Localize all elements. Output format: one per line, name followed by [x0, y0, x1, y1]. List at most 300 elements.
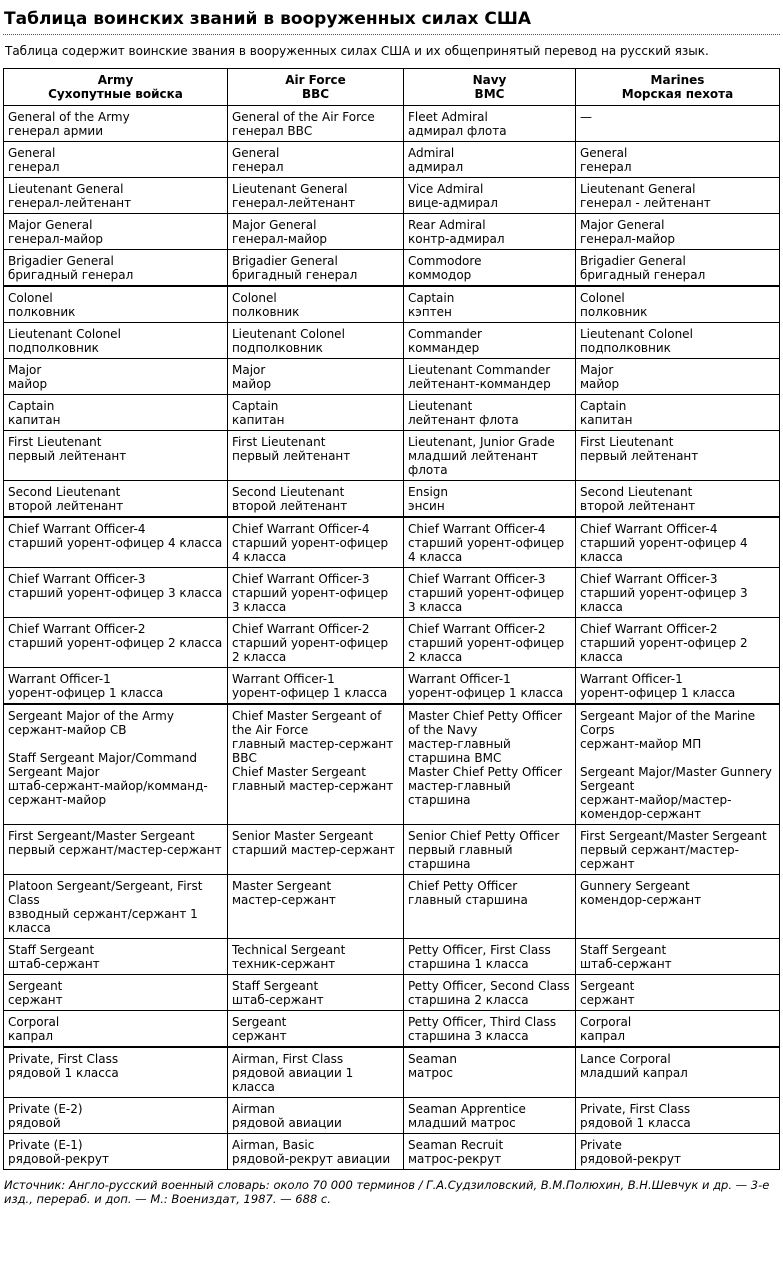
rank-line: Airman, Basic — [232, 1138, 315, 1152]
rank-line: генерал армии — [8, 124, 103, 138]
column-header-air-force — [228, 69, 404, 106]
rank-cell-navy — [404, 323, 576, 359]
rank-line: Lieutenant — [408, 399, 473, 413]
rank-line: сержант — [232, 1029, 287, 1043]
rank-line: Sergeant Major of the Marine Corps — [580, 709, 756, 737]
rank-line: Sergeant Major of the Army — [8, 709, 174, 723]
table-row — [4, 142, 780, 178]
rank-line: коммодор — [408, 268, 472, 282]
rank-cell-marines — [576, 142, 780, 178]
rank-line: рядовой 1 класса — [8, 1066, 119, 1080]
rank-cell-navy — [404, 875, 576, 939]
rank-line: Senior Master Sergeant — [232, 829, 374, 843]
rank-line: уорент-офицер 1 класса — [8, 686, 164, 700]
rank-cell-air-force — [228, 323, 404, 359]
rank-line: сержант — [580, 993, 635, 1007]
rank-cell-marines — [576, 704, 780, 825]
rank-line: кэптен — [408, 305, 452, 319]
rank-line: старший уорент-офицер 4 класса — [408, 536, 565, 564]
table-row — [4, 517, 780, 568]
rank-line: Lieutenant General — [580, 182, 696, 196]
rank-cell-air-force — [228, 618, 404, 668]
rank-line: Corporal — [8, 1015, 60, 1029]
rank-cell-navy — [404, 704, 576, 825]
table-row — [4, 106, 780, 142]
rank-cell-marines — [576, 875, 780, 939]
rank-line: бригадный генерал — [8, 268, 134, 282]
rank-line: Chief Warrant Officer-2 — [8, 622, 146, 636]
rank-line: первый лейтенант — [580, 449, 699, 463]
rank-line: Staff Sergeant — [8, 943, 95, 957]
rank-cell-air-force — [228, 214, 404, 250]
table-row — [4, 875, 780, 939]
rank-cell-air-force — [228, 431, 404, 481]
rank-line: старший уорент-офицер 2 класса — [408, 636, 565, 664]
table-row — [4, 395, 780, 431]
rank-line: Brigadier General — [8, 254, 114, 268]
rank-line: уорент-офицер 1 класса — [232, 686, 388, 700]
rank-cell-army — [4, 1011, 228, 1048]
rank-cell-marines — [576, 178, 780, 214]
rank-line: штаб-сержант — [580, 957, 672, 971]
rank-line: техник-сержант — [232, 957, 336, 971]
rank-cell-marines — [576, 250, 780, 287]
rank-line: старшина 3 класса — [408, 1029, 529, 1043]
rank-line: генерал-майор — [8, 232, 104, 246]
rank-cell-air-force — [228, 178, 404, 214]
table-row — [4, 825, 780, 875]
rank-line: капитан — [580, 413, 633, 427]
rank-line: Warrant Officer-1 — [8, 672, 111, 686]
rank-line: взводный сержант/сержант 1 класса — [8, 907, 198, 935]
rank-cell-air-force — [228, 142, 404, 178]
rank-line: Chief Warrant Officer-2 — [580, 622, 718, 636]
rank-line: сержант — [8, 993, 63, 1007]
rank-line: генерал ВВС — [232, 124, 313, 138]
rank-line: подполковник — [8, 341, 99, 355]
rank-line: старший уорент-офицер 4 класса — [232, 536, 389, 564]
rank-line: First Lieutenant — [8, 435, 102, 449]
table-row — [4, 359, 780, 395]
rank-line: сержант-майор СВ — [8, 723, 127, 737]
rank-line: Petty Officer, Third Class — [408, 1015, 557, 1029]
rank-line: майор — [8, 377, 48, 391]
rank-cell-army — [4, 286, 228, 323]
rank-line: Chief Warrant Officer-2 — [408, 622, 546, 636]
rank-line: Fleet Admiral — [408, 110, 488, 124]
rank-line: генерал-лейтенант — [232, 196, 356, 210]
rank-cell-marines — [576, 286, 780, 323]
rank-cell-army — [4, 250, 228, 287]
column-header-navy — [404, 69, 576, 106]
rank-line: коммандер — [408, 341, 480, 355]
rank-line: Chief Warrant Officer-3 — [580, 572, 718, 586]
rank-line: комендор-сержант — [580, 893, 702, 907]
rank-cell-army — [4, 359, 228, 395]
rank-cell-air-force — [228, 875, 404, 939]
rank-cell-marines — [576, 517, 780, 568]
rank-cell-air-force — [228, 568, 404, 618]
rank-line: матрос — [408, 1066, 453, 1080]
table-row — [4, 178, 780, 214]
rank-line: мастер-главный старшина ВМС — [408, 737, 511, 765]
rank-line: Private, First Class — [8, 1052, 119, 1066]
rank-line: старший уорент-офицер 2 класса — [232, 636, 389, 664]
rank-cell-army — [4, 875, 228, 939]
rank-line: мастер-главный старшина — [408, 779, 511, 807]
rank-line: Major — [8, 363, 42, 377]
rank-line: Captain — [232, 399, 279, 413]
rank-cell-marines — [576, 1047, 780, 1098]
rank-line: генерал-майор — [232, 232, 328, 246]
rank-line: Chief Warrant Officer-3 — [408, 572, 546, 586]
rank-cell-marines — [576, 323, 780, 359]
column-header-ru: Морская пехота — [621, 87, 734, 101]
rank-line: Chief Warrant Officer-3 — [8, 572, 146, 586]
table-row — [4, 481, 780, 518]
rank-cell-army — [4, 618, 228, 668]
rank-line: второй лейтенант — [232, 499, 348, 513]
rank-line: Seaman — [408, 1052, 458, 1066]
rank-line: адмирал флота — [408, 124, 507, 138]
table-row — [4, 431, 780, 481]
table-row — [4, 939, 780, 975]
rank-line: Petty Officer, Second Class — [408, 979, 570, 993]
rank-line: первый главный старшина — [408, 843, 513, 871]
rank-line: Lieutenant Colonel — [8, 327, 121, 341]
line-spacer — [580, 751, 775, 765]
rank-line: Warrant Officer-1 — [232, 672, 335, 686]
rank-cell-navy — [404, 250, 576, 287]
rank-line: старший уорент-офицер 3 класса — [8, 586, 223, 600]
rank-line: Chief Warrant Officer-4 — [232, 522, 370, 536]
rank-line: Gunnery Sergeant — [580, 879, 690, 893]
rank-line: старший уорент-офицер 3 класса — [408, 586, 565, 614]
table-header — [4, 69, 780, 106]
rank-line: Rear Admiral — [408, 218, 486, 232]
rank-line: генерал - лейтенант — [580, 196, 711, 210]
rank-line: генерал — [580, 160, 632, 174]
rank-line: Private (E-2) — [8, 1102, 83, 1116]
rank-cell-air-force — [228, 1098, 404, 1134]
ranks-table — [3, 68, 780, 1170]
rank-line: Lieutenant, Junior Grade — [408, 435, 555, 449]
rank-line: капитан — [8, 413, 61, 427]
rank-cell-marines — [576, 568, 780, 618]
table-row — [4, 323, 780, 359]
rank-line: матрос-рекрут — [408, 1152, 502, 1166]
rank-line: капрал — [8, 1029, 54, 1043]
rank-cell-air-force — [228, 1134, 404, 1170]
rank-line: рядовой-рекрут — [580, 1152, 681, 1166]
table-row — [4, 250, 780, 287]
intro-text: Таблица содержит воинские звания в вооруженных силах США и их общепринятый перевод на русский язык. — [5, 44, 709, 58]
rank-line: Staff Sergeant — [580, 943, 667, 957]
table-row — [4, 568, 780, 618]
rank-cell-marines — [576, 825, 780, 875]
rank-line: полковник — [580, 305, 648, 319]
rank-line: Commander — [408, 327, 482, 341]
rank-cell-air-force — [228, 481, 404, 518]
rank-line: подполковник — [580, 341, 671, 355]
table-body — [4, 106, 780, 1170]
rank-line: Chief Warrant Officer-3 — [232, 572, 370, 586]
rank-line: First Sergeant/Master Sergeant — [580, 829, 767, 843]
rank-line: Lance Corporal — [580, 1052, 671, 1066]
rank-line: уорент-офицер 1 класса — [580, 686, 736, 700]
rank-line: младший лейтенант флота — [408, 449, 539, 477]
column-header-en: Navy — [472, 73, 507, 87]
rank-cell-army — [4, 825, 228, 875]
rank-line: Private, First Class — [580, 1102, 691, 1116]
rank-line: Petty Officer, First Class — [408, 943, 551, 957]
rank-cell-navy — [404, 825, 576, 875]
rank-line: старший уорент-офицер 3 класса — [232, 586, 389, 614]
rank-line: сержант-майор/мастер-комендор-сержант — [580, 793, 732, 821]
rank-cell-navy — [404, 939, 576, 975]
rank-line: Lieutenant Colonel — [580, 327, 693, 341]
rank-line: Chief Warrant Officer-4 — [580, 522, 718, 536]
rank-line: Major General — [580, 218, 665, 232]
line-spacer — [8, 737, 223, 751]
rank-line: старший уорент-офицер 3 класса — [580, 586, 748, 614]
rank-line: Captain — [580, 399, 627, 413]
rank-line: Major General — [8, 218, 93, 232]
rank-line: первый лейтенант — [8, 449, 127, 463]
rank-line: второй лейтенант — [580, 499, 696, 513]
rank-cell-air-force — [228, 250, 404, 287]
rank-line: Chief Warrant Officer-2 — [232, 622, 370, 636]
rank-line: First Lieutenant — [580, 435, 674, 449]
rank-cell-air-force — [228, 1011, 404, 1048]
rank-line: Major — [580, 363, 614, 377]
rank-line: капитан — [232, 413, 285, 427]
rank-line: Staff Sergeant — [232, 979, 319, 993]
rank-line: старший уорент-офицер 2 класса — [8, 636, 223, 650]
rank-line: контр-адмирал — [408, 232, 505, 246]
rank-line: старший мастер-сержант — [232, 843, 395, 857]
rank-cell-army — [4, 568, 228, 618]
rank-line: Master Chief Petty Officer — [408, 765, 563, 779]
rank-line: Sergeant — [8, 979, 63, 993]
rank-cell-army — [4, 481, 228, 518]
rank-line: первый сержант/мастер-сержант — [8, 843, 222, 857]
table-row — [4, 668, 780, 705]
rank-cell-air-force — [228, 1047, 404, 1098]
rank-line: Second Lieutenant — [232, 485, 345, 499]
rank-line: рядовой авиации 1 класса — [232, 1066, 354, 1094]
rank-line: Senior Chief Petty Officer — [408, 829, 560, 843]
rank-line: Master Sergeant — [232, 879, 332, 893]
rank-line: Major General — [232, 218, 317, 232]
rank-cell-navy — [404, 481, 576, 518]
rank-line: Ensign — [408, 485, 448, 499]
rank-line: Seaman Recruit — [408, 1138, 504, 1152]
rank-line: старший уорент-офицер 4 класса — [8, 536, 223, 550]
rank-cell-marines — [576, 395, 780, 431]
rank-cell-navy — [404, 395, 576, 431]
column-header-marines — [576, 69, 780, 106]
rank-cell-army — [4, 975, 228, 1011]
column-header-en: Marines — [650, 73, 705, 87]
rank-line: второй лейтенант — [8, 499, 124, 513]
rank-cell-navy — [404, 359, 576, 395]
rank-line: Private (E-1) — [8, 1138, 83, 1152]
rank-line: Seaman Apprentice — [408, 1102, 526, 1116]
rank-line: Captain — [408, 291, 455, 305]
rank-line: Chief Warrant Officer-4 — [8, 522, 146, 536]
rank-line: младший капрал — [580, 1066, 688, 1080]
rank-line: рядовой-рекрут авиации — [232, 1152, 391, 1166]
rank-cell-air-force — [228, 359, 404, 395]
rank-line: Sergeant — [232, 1015, 287, 1029]
rank-cell-marines — [576, 481, 780, 518]
rank-line: Airman, First Class — [232, 1052, 344, 1066]
rank-line: Admiral — [408, 146, 455, 160]
rank-line: Brigadier General — [232, 254, 338, 268]
rank-cell-navy — [404, 431, 576, 481]
table-row — [4, 214, 780, 250]
rank-cell-navy — [404, 142, 576, 178]
rank-line: Sergeant — [580, 979, 635, 993]
rank-cell-army — [4, 939, 228, 975]
rank-line: первый сержант/мастер-сержант — [580, 843, 739, 871]
rank-line: First Sergeant/Master Sergeant — [8, 829, 195, 843]
rank-line: штаб-сержант — [8, 957, 100, 971]
rank-line: General — [232, 146, 280, 160]
rank-cell-army — [4, 431, 228, 481]
rank-line: генерал-майор — [580, 232, 676, 246]
rank-line: Colonel — [8, 291, 53, 305]
rank-cell-air-force — [228, 939, 404, 975]
table-row — [4, 704, 780, 825]
table-row — [4, 1098, 780, 1134]
rank-line: штаб-сержант — [232, 993, 324, 1007]
rank-line: главный мастер-сержант — [232, 779, 394, 793]
rank-line: полковник — [8, 305, 76, 319]
rank-line: генерал-лейтенант — [8, 196, 132, 210]
rank-cell-marines — [576, 214, 780, 250]
rank-cell-army — [4, 214, 228, 250]
rank-line: Vice Admiral — [408, 182, 484, 196]
rank-line: Chief Master Sergeant of the Air Force — [232, 709, 382, 737]
rank-line: General — [580, 146, 628, 160]
rank-line: вице-адмирал — [408, 196, 498, 210]
rank-line: мастер-сержант — [232, 893, 336, 907]
rank-cell-air-force — [228, 668, 404, 705]
rank-cell-army — [4, 1134, 228, 1170]
rank-line: Second Lieutenant — [580, 485, 693, 499]
rank-line: бригадный генерал — [580, 268, 706, 282]
rank-cell-navy — [404, 1098, 576, 1134]
rank-cell-navy — [404, 1011, 576, 1048]
rank-line: General of the Air Force — [232, 110, 375, 124]
rank-line: рядовой 1 класса — [580, 1116, 691, 1130]
rank-line: Lieutenant General — [232, 182, 348, 196]
rank-cell-air-force — [228, 704, 404, 825]
table-row — [4, 1134, 780, 1170]
rank-cell-marines — [576, 618, 780, 668]
rank-line: полковник — [232, 305, 300, 319]
rank-line: подполковник — [232, 341, 323, 355]
table-row — [4, 618, 780, 668]
rank-cell-air-force — [228, 517, 404, 568]
page-title: Таблица воинских званий в вооруженных силах США — [3, 6, 780, 35]
rank-line: Colonel — [232, 291, 277, 305]
rank-line: адмирал — [408, 160, 464, 174]
rank-cell-army — [4, 323, 228, 359]
column-header-ru: ВВС — [301, 87, 330, 101]
rank-line: генерал — [8, 160, 60, 174]
rank-cell-navy — [404, 106, 576, 142]
column-header-en: Air Force — [285, 73, 346, 87]
rank-line: главный старшина — [408, 893, 528, 907]
rank-line: рядовой — [8, 1116, 61, 1130]
rank-line: Private — [580, 1138, 622, 1152]
rank-line: Lieutenant Commander — [408, 363, 551, 377]
rank-line: энсин — [408, 499, 445, 513]
rank-cell-army — [4, 704, 228, 825]
rank-cell-navy — [404, 214, 576, 250]
rank-cell-army — [4, 668, 228, 705]
rank-line: бригадный генерал — [232, 268, 358, 282]
rank-cell-air-force — [228, 395, 404, 431]
rank-line: рядовой-рекрут — [8, 1152, 109, 1166]
rank-line: старшина 2 класса — [408, 993, 529, 1007]
rank-cell-air-force — [228, 975, 404, 1011]
rank-line: Lieutenant General — [8, 182, 124, 196]
rank-line: уорент-офицер 1 класса — [408, 686, 564, 700]
rank-line: Major — [232, 363, 266, 377]
rank-cell-marines — [576, 1098, 780, 1134]
rank-line: капрал — [580, 1029, 626, 1043]
source-citation: Источник: Англо-русский военный словарь: около 70 000 терминов / Г.А.Судзиловский, В.М.Полюхин, В.Н.Шевчук и др. — 3-е изд., перераб. и доп. — М.: Воениздат, 1987. — 688 с. — [4, 1178, 770, 1206]
rank-line: Brigadier General — [580, 254, 686, 268]
rank-cell-air-force — [228, 106, 404, 142]
rank-line: Staff Sergeant Major/Command Sergeant Major — [8, 751, 197, 779]
rank-cell-army — [4, 106, 228, 142]
rank-line: Warrant Officer-1 — [408, 672, 511, 686]
rank-cell-marines — [576, 359, 780, 395]
rank-cell-navy — [404, 1134, 576, 1170]
rank-line: лейтенант-коммандер — [408, 377, 551, 391]
rank-cell-navy — [404, 568, 576, 618]
rank-cell-marines — [576, 939, 780, 975]
column-header-army — [4, 69, 228, 106]
rank-line: Corporal — [580, 1015, 632, 1029]
rank-cell-army — [4, 395, 228, 431]
rank-line: штаб-сержант-майор/комманд-сержант-майор — [8, 779, 208, 807]
rank-cell-navy — [404, 975, 576, 1011]
rank-cell-marines — [576, 975, 780, 1011]
rank-cell-army — [4, 1098, 228, 1134]
rank-line: младший матрос — [408, 1116, 516, 1130]
column-header-en: Army — [97, 73, 134, 87]
rank-cell-navy — [404, 178, 576, 214]
table-row — [4, 286, 780, 323]
rank-line: Master Chief Petty Officer of the Navy — [408, 709, 563, 737]
rank-cell-marines — [576, 431, 780, 481]
rank-cell-navy — [404, 517, 576, 568]
rank-line: рядовой авиации — [232, 1116, 342, 1130]
rank-line: старший уорент-офицер 4 класса — [580, 536, 748, 564]
rank-line: Platoon Sergeant/Sergeant, First Class — [8, 879, 203, 907]
rank-cell-navy — [404, 286, 576, 323]
rank-cell-army — [4, 178, 228, 214]
rank-line: Chief Warrant Officer-4 — [408, 522, 546, 536]
rank-line: Second Lieutenant — [8, 485, 121, 499]
rank-line: генерал — [232, 160, 284, 174]
